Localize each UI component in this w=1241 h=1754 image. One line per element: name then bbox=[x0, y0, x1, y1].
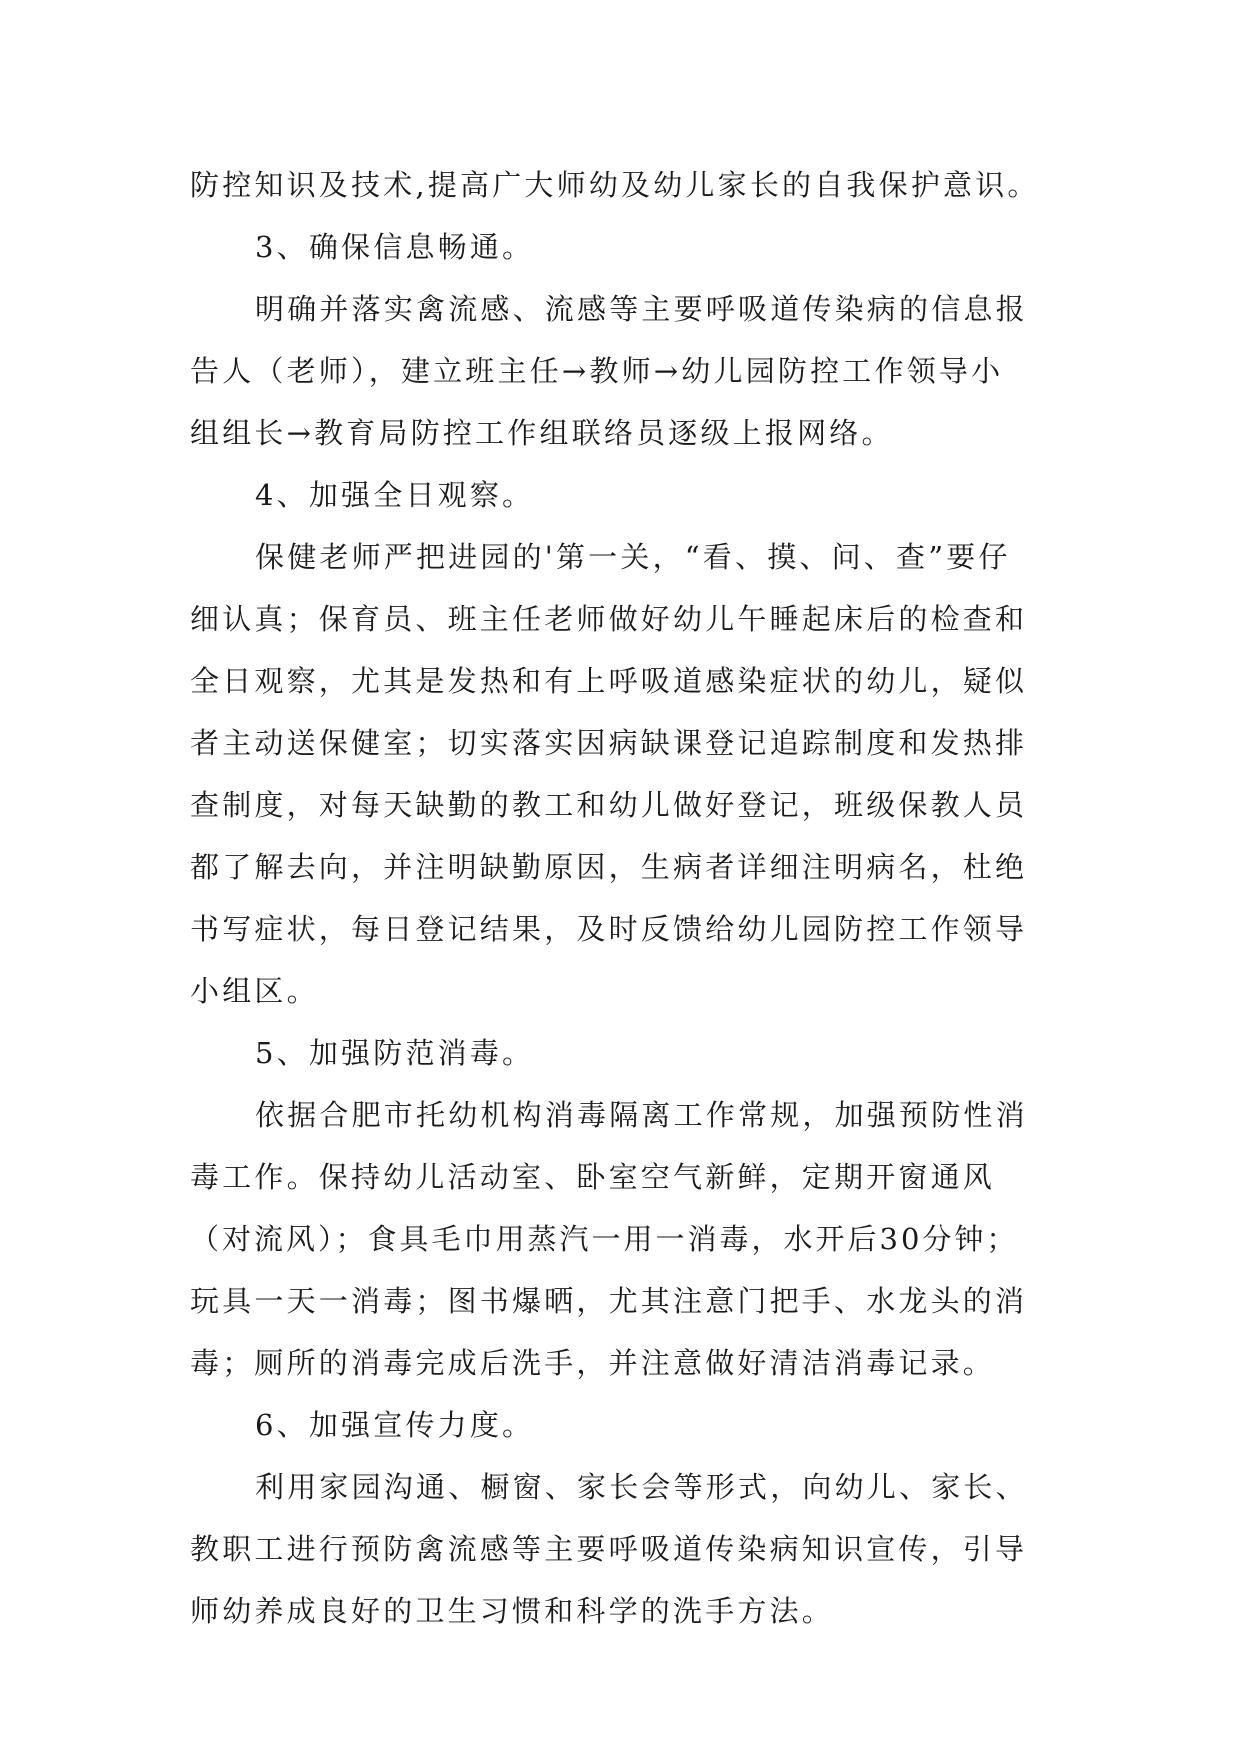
text-line: 告人（老师），建立班主任→教师→幼儿园防控工作领导小 bbox=[190, 354, 1004, 388]
text-line: （对流风）；食具毛巾用蒸汽一用一消毒，水开后30分钟； bbox=[190, 1222, 1019, 1256]
text-line: 教职工进行预防禽流感等主要呼吸道传染病知识宣传，引导 bbox=[190, 1532, 1028, 1566]
text-line: 明确并落实禽流感、流感等主要呼吸道传染病的信息报 bbox=[255, 292, 1028, 326]
text-line: 保健老师严把进园的'第一关，“看、摸、问、查”要仔 bbox=[255, 540, 1011, 574]
text-line: 查制度，对每天缺勤的教工和幼儿做好登记，班级保教人员 bbox=[190, 788, 1028, 822]
text-line: 毒工作。保持幼儿活动室、卧室空气新鲜，定期开窗通风 bbox=[190, 1160, 996, 1194]
text-line: 小组区。 bbox=[190, 974, 319, 1008]
text-line: 毒；厕所的消毒完成后洗手，并注意做好清洁消毒记录。 bbox=[190, 1346, 996, 1380]
text-line: 全日观察，尤其是发热和有上呼吸道感染症状的幼儿，疑似 bbox=[190, 664, 1028, 698]
text-line: 都了解去向，并注明缺勤原因，生病者详细注明病名，杜绝 bbox=[190, 850, 1028, 884]
section-heading: 3、确保信息畅通。 bbox=[255, 230, 535, 264]
text-line: 者主动送保健室；切实落实因病缺课登记追踪制度和发热排 bbox=[190, 726, 1028, 760]
text-line: 利用家园沟通、橱窗、家长会等形式，向幼儿、家长、 bbox=[255, 1470, 1028, 1504]
text-line: 组组长→教育局防控工作组联络员逐级上报网络。 bbox=[190, 416, 894, 450]
text-line: 师幼养成良好的卫生习惯和科学的洗手方法。 bbox=[190, 1594, 835, 1628]
text-line: 依据合肥市托幼机构消毒隔离工作常规，加强预防性消 bbox=[255, 1098, 1028, 1132]
section-heading: 5、加强防范消毒。 bbox=[255, 1036, 535, 1070]
text-line: 细认真；保育员、班主任老师做好幼儿午睡起床后的检查和 bbox=[190, 602, 1028, 636]
text-line: 玩具一天一消毒；图书爆晒，尤其注意门把手、水龙头的消 bbox=[190, 1284, 1028, 1318]
section-heading: 6、加强宣传力度。 bbox=[255, 1408, 535, 1442]
text-line: 防控知识及技术,提高广大师幼及幼儿家长的自我保护意识。 bbox=[190, 168, 1040, 202]
text-line: 书写症状，每日登记结果，及时反馈给幼儿园防控工作领导 bbox=[190, 912, 1028, 946]
section-heading: 4、加强全日观察。 bbox=[255, 478, 535, 512]
